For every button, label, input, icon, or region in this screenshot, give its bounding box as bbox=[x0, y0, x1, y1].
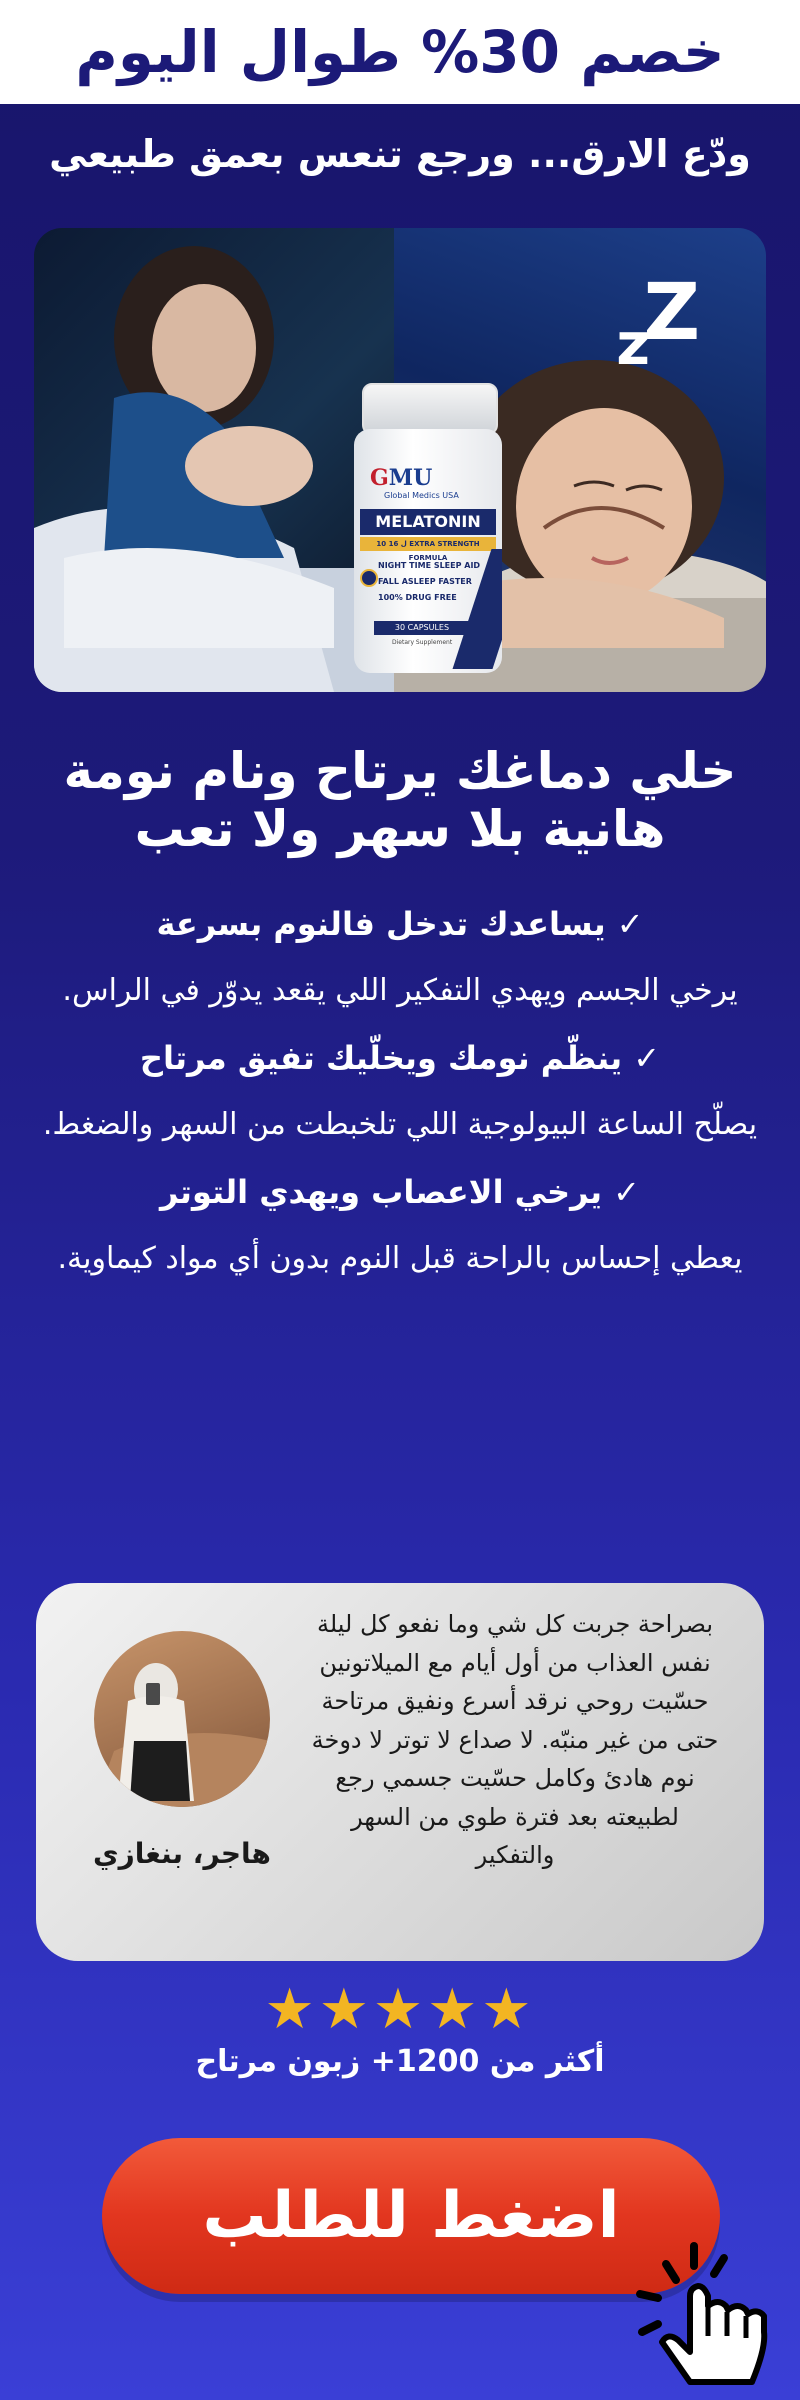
bottle-capsules: 30 CAPSULES bbox=[374, 621, 470, 635]
bottle-line-2: FALL ASLEEP FASTER bbox=[378, 577, 472, 586]
sleep-z-small: z bbox=[616, 310, 650, 378]
benefit-description: يرخي الجسم ويهدي التفكير اللي يقعد يدوّر في الراس. bbox=[62, 973, 738, 1008]
reviewer-photo bbox=[94, 1631, 270, 1807]
testimonial-quote: بصراحة جربت كل شي وما نفعو كل ليلة نفس العذاب من أول أيام مع الميلاتونين حسّيت روحي نرقد أسرع ونفيق مرتاحة حتى من غير منبّه. لا صداع لا توتر لا دوخة نوم هادئ وكامل حسّيت جسمي رجع لطبيعته بعد فترة طوي من السهر والتفكير bbox=[311, 1610, 719, 1869]
bottle-brand-sub: Global Medics USA bbox=[384, 491, 459, 500]
bottle-product-name: MELATONIN bbox=[360, 509, 496, 535]
benefit-description: يعطي إحساس بالراحة قبل النوم بدون أي مواد كيماوية. bbox=[57, 1241, 743, 1276]
bottle-line-1: NIGHT TIME SLEEP AID bbox=[378, 561, 481, 570]
melatonin-bottle bbox=[354, 383, 502, 673]
benefit-title: ✓ ينظّم نومك ويخلّيك تفيق مرتاح bbox=[139, 1039, 661, 1077]
benefit-description: يصلّح الساعة البيولوجية اللي تلخبطت من السهر والضغط. bbox=[42, 1107, 758, 1142]
benefit-item bbox=[10, 1028, 790, 1162]
order-button[interactable]: اضغط للطلب bbox=[102, 2138, 720, 2294]
benefit-item bbox=[10, 1162, 790, 1296]
benefit-item bbox=[10, 894, 790, 1028]
reviewer-name: هاجر، بنغازي bbox=[93, 1837, 271, 1870]
bottle-label bbox=[354, 429, 502, 673]
discount-text: خصم 30% طوال اليوم bbox=[75, 18, 725, 86]
testimonial-card bbox=[36, 1583, 764, 1961]
headline-line-2: هانية بلا سهر ولا تعب bbox=[134, 800, 666, 858]
rating-stars: ★★★★★ bbox=[264, 1977, 536, 2042]
bottle-brand: GMU bbox=[370, 465, 433, 491]
bottle-cap bbox=[362, 383, 498, 435]
avatar bbox=[94, 1631, 270, 1807]
benefits-list bbox=[10, 894, 790, 1296]
benefit-title: ✓ يساعدك تدخل فالنوم بسرعة bbox=[156, 905, 644, 943]
sleepless-woman-scene bbox=[34, 228, 394, 692]
customer-count: أكثر من 1200+ زبون مرتاح bbox=[195, 2044, 605, 2079]
bottle-strength: 10 ل 16 EXTRA STRENGTH FORMULA bbox=[360, 537, 496, 551]
bottle-supplement: Dietary Supplement bbox=[392, 639, 453, 646]
benefit-title: ✓ يرخي الاعصاب ويهدي التوتر bbox=[160, 1173, 640, 1211]
subtitle: ودّع الارق... ورجع تنعس بعمق طبيعي bbox=[49, 132, 751, 176]
bottle-line-3: 100% DRUG FREE bbox=[378, 593, 457, 602]
hand-pointer-icon bbox=[628, 2236, 784, 2392]
headline-line-1: خلي دماغك يرتاح ونام نومة bbox=[63, 742, 737, 800]
hero-image bbox=[34, 228, 766, 692]
sleep-z-large: Z bbox=[643, 268, 700, 358]
bottle-badge-icon bbox=[360, 569, 378, 587]
discount-banner bbox=[0, 0, 800, 104]
main-headline bbox=[0, 742, 800, 858]
sleepless-woman-illustration bbox=[34, 228, 394, 692]
